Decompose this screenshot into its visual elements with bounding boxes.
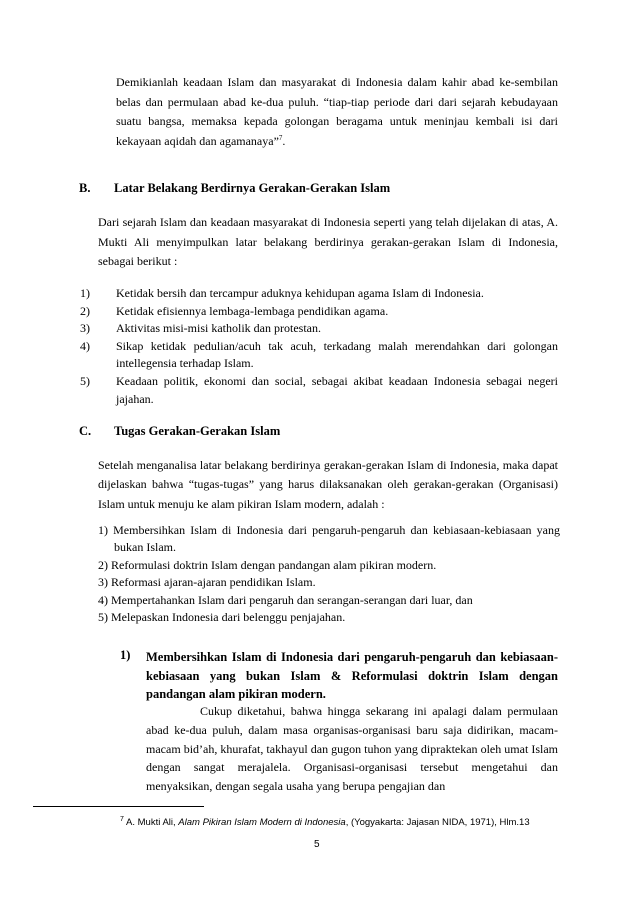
section-c-marker: C. <box>79 424 92 438</box>
list-item: 3) Reformasi ajaran-ajaran pendidikan Islam. <box>98 575 316 590</box>
subsection-title: Membersihkan Islam di Indonesia dari pengaruh-pengaruh dan kebiasaan-kebiasaan yang bukan Islam & Reformulasi doktrin Islam dengan pandangan alam pikiran modern. <box>146 650 558 701</box>
section-c-list <box>98 522 560 626</box>
list-item: 3) Aktivitas misi-misi katholik dan protestan. <box>80 321 321 336</box>
list-item: 4) Mempertahankan Islam dari pengaruh dan serangan-serangan dari luar, dan <box>98 592 473 607</box>
footnote-number: 7 <box>120 815 124 823</box>
list-item: 2) Reformulasi doktrin Islam dengan pandangan alam pikiran modern. <box>98 557 437 572</box>
section-b-paragraph: Dari sejarah Islam dan keadaan masyarakat di Indonesia seperti yang telah dijelakan di atas, A. Mukti Ali menyimpulkan latar belakang berdirinya gerakan-gerakan Islam di Indonesia, sebagai berikut : <box>98 215 558 268</box>
section-b-list <box>80 285 558 408</box>
section-c-title: Tugas Gerakan-Gerakan Islam <box>114 424 281 438</box>
list-item: 4) Sikap ketidak pedulian/acuh tak acuh, terkadang malah merendahkan dari golongan intellegensia terhadap Islam. <box>80 338 558 371</box>
footnote-book-title: Alam Pikiran Islam Modern di Indonesia <box>178 817 346 828</box>
intro-period: . <box>282 134 286 149</box>
section-c-paragraph: Setelah menganalisa latar belakang berdirinya gerakan-gerakan Islam di Indonesia, maka dapat dijelaskan bahwa “tugas-tugas” yang harus dilaksanakan oleh gerakan-gerakan (Organisasi) Islam untuk menuju ke alam pikiran Islam modern, adalah : <box>98 458 558 511</box>
subsection-paragraph: Cukup diketahui, bahwa hingga sekarang ini apalagi dalam permulaan abad ke-dua puluh, dalam masa organisas-organisasi baru saja didirikan, macam-macam bid’ah, khurafat, takhayul dan gugon tuhon yang dipraktekan oleh umat Islam dengan sangat merajalela. Organisasi-organisasi tersebut mengetahui dan menyaksikan, dengan segala usaha yang berupa pengajian dan <box>146 704 558 794</box>
list-item: 1) Ketidak bersih dan tercampur aduknya kehidupan agama Islam di Indonesia. <box>80 286 484 300</box>
intro-text: Demikianlah keadaan Islam dan masyarakat di Indonesia dalam kahir abad ke-sembilan belas dan permulaan abad ke-dua puluh. “tiap-tiap periode dari dari sejarah kebudayaan suatu bangsa, memaksa kepada golongan beragama untuk meninjau kembali isi dari kekayaan aqidah dan agamanaya” <box>116 75 558 149</box>
section-b-title: Latar Belakang Berdirnya Gerakan-Gerakan Islam <box>114 181 391 195</box>
section-b-marker: B. <box>79 181 91 195</box>
footnote: $^7$ A. Mukti Ali, Alam Pikiran Islam Modern di Indonesia, (Yogyakarta: Jajasan NIDA, 1971), Hlm.13 <box>120 815 530 828</box>
intro-paragraph <box>116 73 558 152</box>
list-item: 1) Membersihkan Islam di Indonesia dari pengaruh-pengaruh dan kebiasaan-kebiasaan yang bukan Islam. <box>98 523 561 555</box>
list-item: 5) Keadaan politik, ekonomi dan social, sebagai akibat keadaan Indonesia sebagai negeri jajahan. <box>80 373 558 406</box>
list-item: 5) Melepaskan Indonesia dari belenggu penjajahan. <box>98 610 346 625</box>
page-number: 5 <box>314 839 320 850</box>
footnote-separator <box>33 806 204 807</box>
list-item: 2) Ketidak efisiennya lembaga-lembaga pendidikan agama. <box>80 303 389 318</box>
footnote-ref: 7 <box>278 134 283 143</box>
subsection-number: 1) <box>120 648 131 662</box>
